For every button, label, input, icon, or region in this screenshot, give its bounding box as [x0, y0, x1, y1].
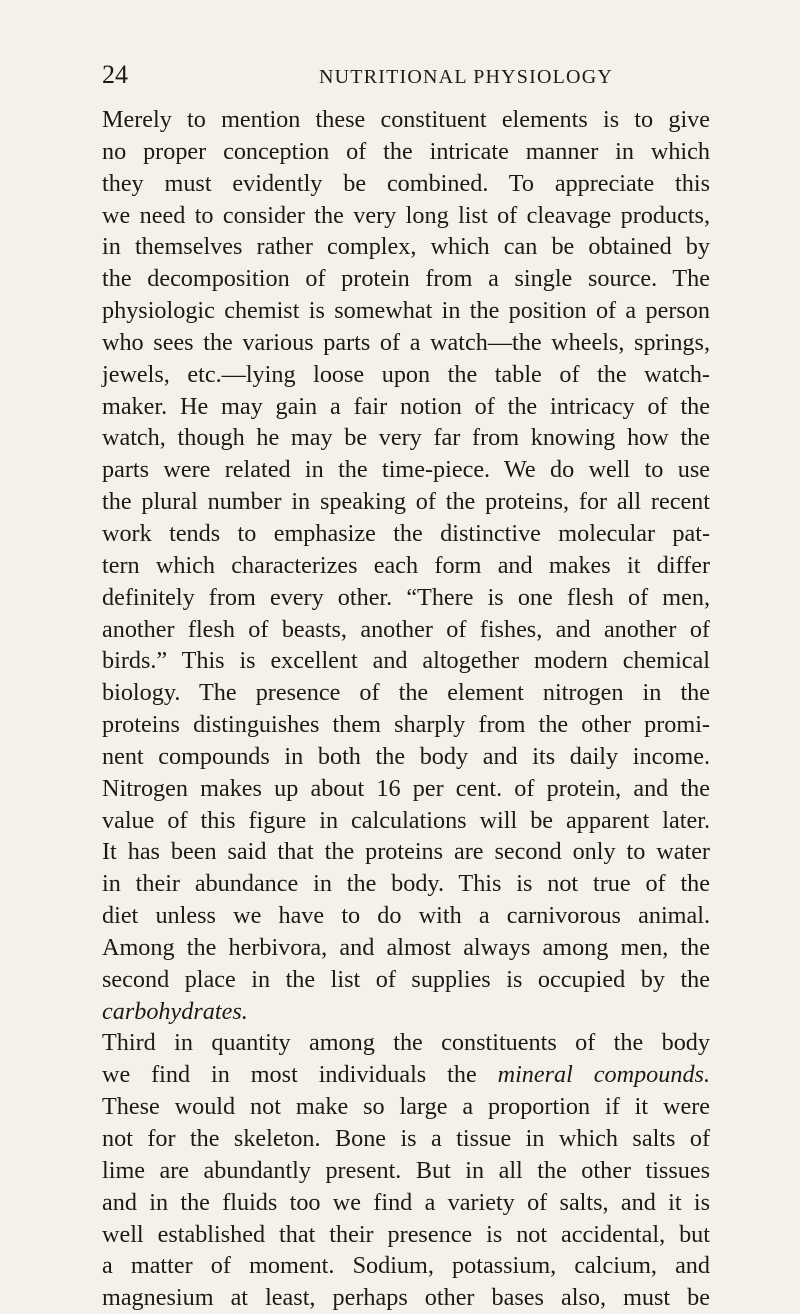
text-line: physiologic chemist is somewhat in the position of a person [102, 297, 710, 325]
text-line: a matter of moment. Sodium, potassium, calcium, and [102, 1252, 710, 1280]
text-line: no proper conception of the intricate manner in which [102, 137, 710, 165]
text-line: parts were related in the time-piece. We do well to use [102, 456, 710, 484]
text-line: who sees the various parts of a watch—the wheels, springs, [102, 328, 710, 356]
page-number: 24 [102, 60, 128, 89]
text-line: the decomposition of protein from a single source. The [102, 265, 710, 293]
text-line: These would not make so large a proportion if it were [102, 1093, 710, 1121]
text-line: in themselves rather complex, which can be obtained by [102, 233, 710, 261]
text-line-italic [102, 996, 710, 1028]
text-line: birds.” This is excellent and altogether modern chemical [102, 647, 710, 675]
text-line: work tends to emphasize the distinctive molecular pat- [102, 519, 710, 547]
italic-term: mineral compounds. [497, 1061, 710, 1089]
italic-term: carbohydrates. [102, 997, 248, 1025]
text-line: jewels, etc.—lying loose upon the table of the watch- [102, 360, 710, 388]
text-line-mixed [102, 1059, 710, 1091]
text-run: we find in most individuals the [102, 1061, 498, 1089]
text-line: Nitrogen makes up about 16 per cent. of protein, and the [102, 774, 710, 802]
text-line: value of this figure in calculations will be apparent later. [102, 806, 710, 834]
text-line: biology. The presence of the element nitrogen in the [102, 679, 710, 707]
paragraph-2-first-line: Third in quantity among the constituents of the body [102, 1029, 710, 1057]
text-line: It has been said that the proteins are second only to water [102, 838, 710, 866]
text-line: Among the herbivora, and almost always among men, the [102, 933, 710, 961]
running-head [102, 60, 710, 92]
running-title: NUTRITIONAL PHYSIOLOGY [319, 66, 613, 88]
text-line: diet unless we have to do with a carnivorous animal. [102, 902, 710, 930]
text-line: they must evidently be combined. To appreciate this [102, 169, 710, 197]
text-line: and in the fluids too we find a variety of salts, and it is [102, 1188, 710, 1216]
text-line: another flesh of beasts, another of fishes, and another of [102, 615, 710, 643]
text-line: maker. He may gain a fair notion of the intricacy of the [102, 392, 710, 420]
text-line: watch, though he may be very far from knowing how the [102, 424, 710, 452]
text-line: in their abundance in the body. This is not true of the [102, 870, 710, 898]
text-line: tern which characterizes each form and makes it differ [102, 551, 710, 579]
body-text [102, 104, 710, 1314]
text-line: well established that their presence is not accidental, but [102, 1220, 710, 1248]
text-line: lime are abundantly present. But in all the other tissues [102, 1156, 710, 1184]
text-line: not for the skeleton. Bone is a tissue in which salts of [102, 1125, 710, 1152]
text-line: second place in the list of supplies is occupied by the [102, 965, 710, 993]
text-line: magnesium at least, perhaps other bases also, must be [102, 1284, 710, 1312]
text-line: the plural number in speaking of the proteins, for all recent [102, 488, 710, 516]
text-line: definitely from every other. “There is one flesh of men, [102, 583, 710, 611]
text-line: Merely to mention these constituent elements is to give [102, 106, 710, 133]
text-line: proteins distinguishes them sharply from the other promi- [102, 711, 710, 739]
text-line: we need to consider the very long list of cleavage products, [102, 201, 710, 229]
text-line: nent compounds in both the body and its daily income. [102, 742, 710, 770]
